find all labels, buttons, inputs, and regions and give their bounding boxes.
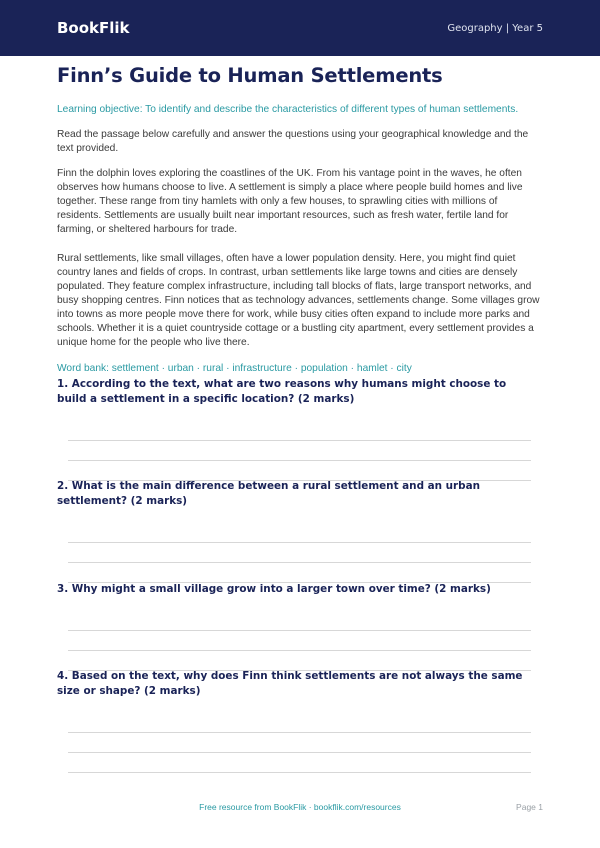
header-bar [0,0,600,56]
footer-credit[interactable]: Free resource from BookFlik · bookflik.com/resources [199,802,401,812]
answer-line[interactable] [68,752,531,753]
answer-line[interactable] [68,650,531,651]
answer-line[interactable] [68,440,531,441]
page-number: Page 1 [516,802,543,812]
brand-logo[interactable]: BookFlik [57,19,130,37]
instructions: Read the passage below carefully and answer the questions using your geographical knowledge and the text provided. [57,129,529,154]
subject-label: Geography | Year 5 [447,22,543,34]
learning-objective: Learning objective: To identify and describe the characteristics of different types of human settlements. [57,104,519,115]
passage-paragraph-1: Finn the dolphin loves exploring the coastlines of the UK. From his vantage point in the waves, he often observes how humans choose to live. A settlement is simply a place where people build homes and live together. These range from tiny hamlets with only a few houses, to sprawling cities with millions of residents. Settlements are usually built near important resources, such as fresh water, fertile land for farming, or sheltered harbours for trade. [57,168,523,235]
question-1: 1. According to the text, what are two reasons why humans might choose to build a settlement in a specific location? (2 marks) [57,378,507,405]
answer-line[interactable] [68,772,531,773]
question-3: 3. Why might a small village grow into a larger town over time? (2 marks) [57,583,491,595]
page-title: Finn’s Guide to Human Settlements [57,64,443,87]
answer-line[interactable] [68,562,531,563]
word-bank: Word bank: settlement · urban · rural · infrastructure · population · hamlet · city [57,363,412,374]
answer-line[interactable] [68,630,531,631]
question-4: 4. Based on the text, why does Finn think settlements are not always the same size or shape? (2 marks) [57,670,523,697]
question-2: 2. What is the main difference between a rural settlement and an urban settlement? (2 marks) [57,480,481,507]
answer-line[interactable] [68,460,531,461]
passage-paragraph-2: Rural settlements, like small villages, often have a lower population density. Here, you might find quiet country lanes and fields of crops. In contrast, urban settlements like large towns and cities are densely populated. They feature complex infrastructure, including tall blocks of flats, large transport networks, and busy shopping centres. Finn notices that as technology advances, settlements change. Some villages grow into towns as more people move there for work, while busy cities often expand to include more parks and schools. Whether it is a quiet countryside cottage or a bustling city apartment, every settlement provides a unique home for the people who live there. [57,253,540,348]
worksheet-content [57,63,543,376]
answer-line[interactable] [68,732,531,733]
answer-line[interactable] [68,542,531,543]
